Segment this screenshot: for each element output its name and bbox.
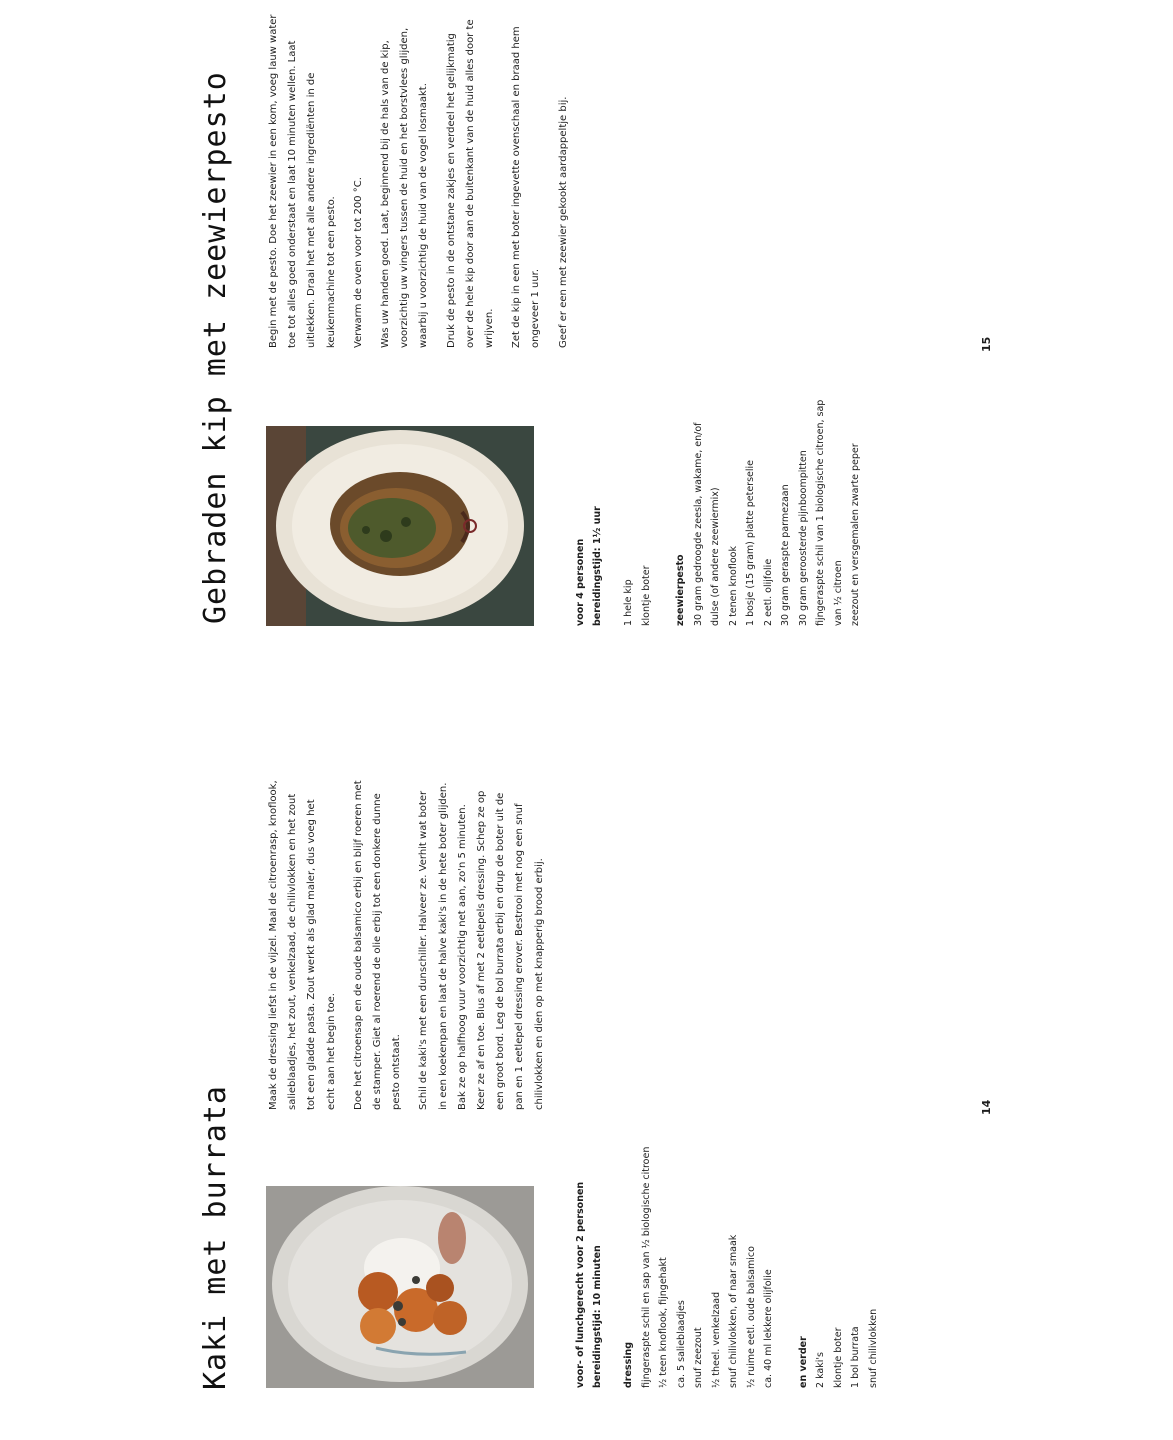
chicken-photo <box>266 426 534 626</box>
ingredient-item: fijngeraspte schil en sap van ½ biologische citroen <box>640 1146 652 1388</box>
ingredient-item: 2 eetl. olijfolie <box>762 558 774 626</box>
method-paragraph: Druk de pesto in de ontstane zakjes en verdeel het gelijkmatig over de hele kip door aan de buitenkant van de huid alles door te wrijven. <box>445 19 496 348</box>
method-text <box>264 8 581 348</box>
kaki-burrata-illustration <box>266 1186 534 1388</box>
ingredient-item: snuf chilivlokken, of naar smaak <box>728 1234 739 1388</box>
ingredient-item: zeezout en versgemalen zwarte peper <box>850 443 861 626</box>
method-paragraph: Begin met de pesto. Doe het zeewier in een kom, voeg lauw water toe tot alles goed onderstaat en laat 10 minuten wellen. Laat uitlekken. Draai het met alle andere ingrediënten in de keukenmachine tot een pesto. <box>268 14 337 348</box>
ingredient-list <box>620 1058 882 1388</box>
ingredient-heading: dressing <box>623 1341 634 1388</box>
ingredient-item: 30 gram geroosterde pijnboompitten <box>797 450 809 626</box>
ingredient-item: ½ teen knoflook, fijngehakt <box>658 1257 669 1388</box>
ingredient-item: snuf chilivlokken <box>867 1308 879 1388</box>
meta-time: bereidingstijd: 1½ uur <box>592 506 603 626</box>
ingredient-item: 30 gram gedroogde zeesla, wakame, en/of dulse (of andere zeewiermix) <box>692 422 721 626</box>
recipe-meta <box>572 1182 606 1388</box>
ingredient-item: 1 bol burrata <box>850 1326 861 1388</box>
recipe-title: Gebraden kip met zeewierpesto <box>198 71 233 624</box>
method-paragraph: Geef er een met zeewier gekookt aardappeltje bij. <box>557 96 569 348</box>
ingredient-item: 1 hele kip <box>623 579 634 626</box>
ingredient-item: ca. 5 salieblaadjes <box>675 1300 687 1388</box>
chicken-illustration <box>266 426 534 626</box>
ingredient-list <box>620 306 865 626</box>
meta-servings: voor- of lunchgerecht voor 2 personen <box>575 1181 586 1388</box>
ingredient-item: 2 kaki's <box>815 1352 826 1388</box>
method-paragraph: Verwarm de oven voor tot 200 °C. <box>352 177 364 348</box>
ingredient-item: ½ ruime eetl. oude balsamico <box>745 1246 757 1388</box>
ingredient-item: 2 tenen knoflook <box>727 546 739 626</box>
ingredient-item: 1 bosje (15 gram) platte peterselie <box>745 460 756 626</box>
method-text <box>264 780 557 1110</box>
method-paragraph: Maak de dressing liefst in de vijzel. Maal de citroenrasp, knoflook, salieblaadjes, het zout, venkelzaad, de chilivlokken en het zout tot een gladde pasta. Zout werkt als glad maler, dus voeg het echt aan het begin toe. <box>268 780 337 1110</box>
ingredient-item: ½ theel. venkelzaad <box>710 1291 722 1388</box>
ingredient-item: fijngeraspte schil van 1 biologische citroen, sap van ½ citroen <box>815 399 844 626</box>
meta-time: bereidingstijd: 10 minuten <box>592 1245 603 1388</box>
ingredient-item: klontje boter <box>640 565 652 626</box>
method-paragraph: Schil de kaki's met een dunschiller. Halveer ze. Verhit wat boter in een koekenpan en laat de halve kaki's in de hete boter glijden. Bak ze op halfhoog vuur voorzichtig net aan, zo'n 5 minuten. Keer ze af en toe. Blus af met 2 eetlepels dressing. Schep ze op een groot bord. Leg de bol burrata erbij en drup de boter uit de pan en 1 eetlepel dressing erover. Bestrooi met nog een snuf chilivlokken en dien op met knapperig brood erbij. <box>418 782 545 1110</box>
method-paragraph: Zet de kip in een met boter ingevette ovenschaal en braad hem ongeveer 1 uur. <box>511 26 542 348</box>
meta-servings: voor 4 personen <box>575 538 586 626</box>
ingredient-item: 30 gram geraspte parmezaan <box>780 484 791 626</box>
kaki-burrata-photo <box>266 1186 534 1388</box>
method-paragraph: Doe het citroensap en de oude balsamico erbij en blijf roeren met de stamper. Giet al roerend de olie erbij tot een donkere dunne pesto ontstaat. <box>352 780 403 1110</box>
method-paragraph: Was uw handen goed. Laat, beginnend bij de hals van de kip, voorzichtig uw vingers tussen de huid en het borstvlees glijden, waarbij u voorzichtig de huid van de vogel losmaakt. <box>380 27 430 348</box>
ingredient-item: snuf zeezout <box>693 1327 704 1388</box>
ingredient-item: ca. 40 ml lekkere olijfolie <box>763 1269 774 1388</box>
page-number: 15 <box>980 336 993 352</box>
ingredient-heading: en verder <box>797 1336 809 1388</box>
ingredient-item: klontje boter <box>832 1327 844 1388</box>
recipe-meta <box>572 506 606 626</box>
recipe-title: Kaki met burrata <box>198 1085 233 1390</box>
page-number: 14 <box>980 1099 993 1115</box>
ingredient-heading: zeewierpesto <box>675 554 686 626</box>
